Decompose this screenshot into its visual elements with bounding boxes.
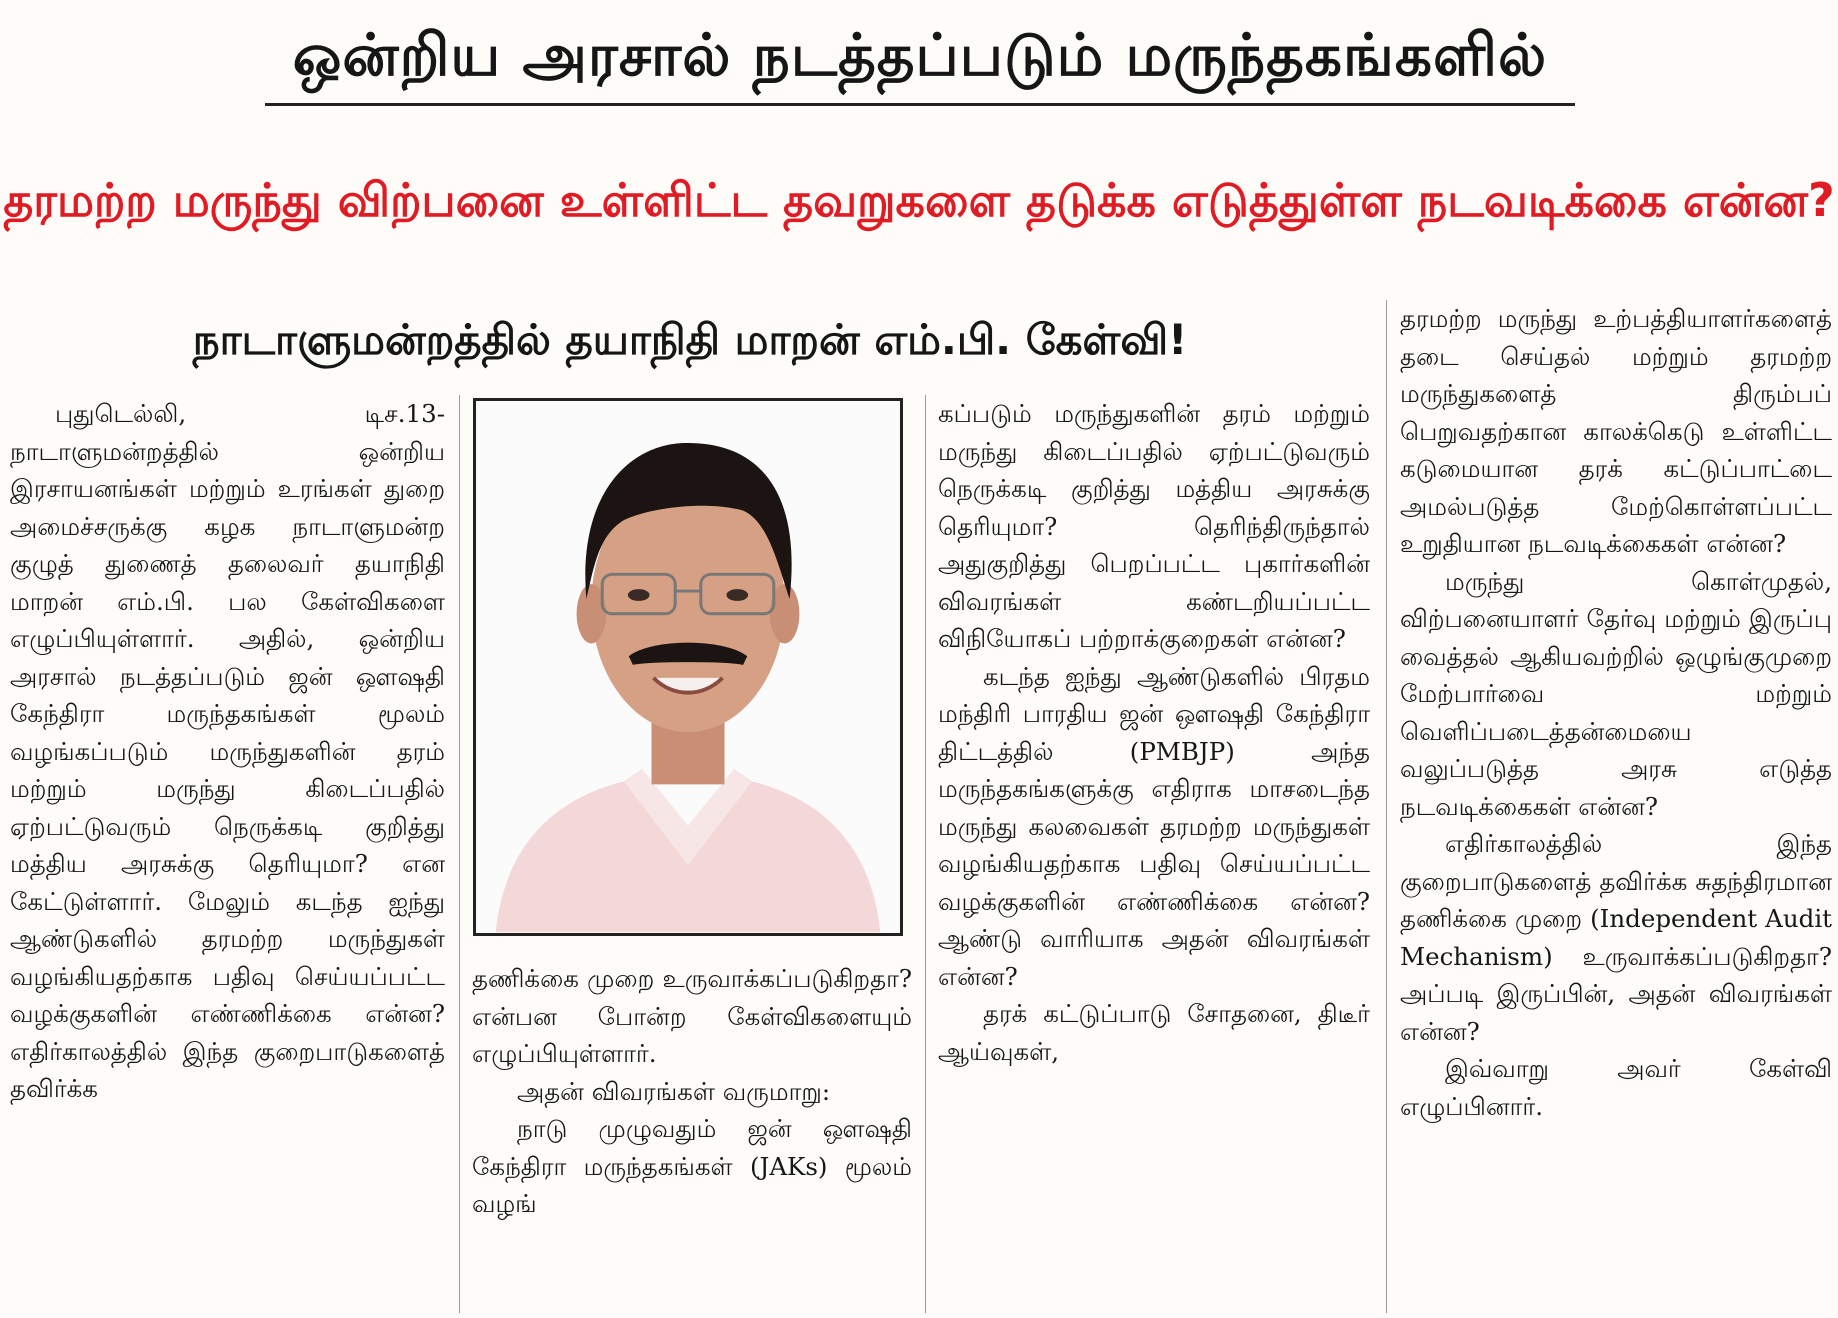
paragraph: தணிக்கை முறை உருவாக்கப்படுகிறதா? என்பன போன்ற கேள்விகளையும் எழுப்பியுள்ளார். [472,964,912,1068]
kicker-headline: ஒன்றிய அரசால் நடத்தப்படும் மருந்தகங்களில் [265,8,1575,106]
column-divider [925,395,926,1313]
column-divider [459,395,460,1313]
paragraph: புதுடெல்லி, டிச.13- நாடாளுமன்றத்தில் ஒன்றிய இரசாயனங்கள் மற்றும் உரங்கள் துறை அமைச்சருக்கு கழக நாடாளுமன்ற குழுத் துணைத் தலைவர் தயாநிதி மாறன் எம்.பி. பல கேள்விகளை எழுப்பியுள்ளார். அதில், ஒன்றிய அரசால் நடத்தப்படும் ஜன் ஔஷதி கேந்திரா மருந்தகங்கள் மூலம் வழங்கப்படும் மருந்துகளின் தரம் மற்றும் மருந்து கிடைப்பதில் ஏற்பட்டுவரும் நெருக்கடி குறித்து மத்திய அரசுக்கு தெரியுமா? என கேட்டுள்ளார். மேலும் கடந்த ஐந்து ஆண்டுகளில் தரமற்ற மருந்துகள் வழங்கியதற்காக பதிவு செய்யப்பட்ட வழக்குகளின் எண்ணிக்கை என்ன? எதிர்காலத்தில் இந்த குறைபாடுகளைத் தவிர்க்க [10,399,445,1103]
paragraph: அதன் விவரங்கள் வருமாறு: [517,1076,831,1106]
article-column-1 [10,395,445,1313]
paragraph: நாடு முழுவதும் ஜன் ஔஷதி கேந்திரா மருந்தகங்கள் (JAKs) மூலம் வழங் [472,1114,912,1218]
paragraph: தரக் கட்டுப்பாடு சோதனை, திடீர் ஆய்வுகள், [938,999,1370,1066]
article-column-3 [938,395,1370,1313]
article-column-4 [1400,300,1832,1313]
paragraph: எதிர்காலத்தில் இந்த குறைபாடுகளைத் தவிர்க்க சுதந்திரமான தணிக்கை முறை (Independent Audit Mechanism) உருவாக்கப்படுகிறதா? அப்படி இருப்பின், அதன் விவரங்கள் என்ன? [1400,829,1832,1046]
portrait-icon [476,401,900,933]
paragraph: கடந்த ஐந்து ஆண்டுகளில் பிரதம மந்திரி பாரதிய ஜன் ஔஷதி கேந்திரா திட்டத்தில் (PMBJP) அந்த மருந்தகங்களுக்கு எதிராக மாசடைந்த மருந்து கலவைகள் தரமற்ற மருந்துகள் வழங்கியதற்காக பதிவு செய்யப்பட்ட வழக்குகளின் எண்ணிக்கை என்ன? ஆண்டு வாரியாக அதன் விவரங்கள் என்ன? [938,661,1370,991]
article-column-2 [472,960,912,1315]
subheadline: நாடாளுமன்றத்தில் தயாநிதி மாறன் எம்.பி. கேள்வி! [192,315,1188,364]
paragraph: மருந்து கொள்முதல், விற்பனையாளர் தேர்வு மற்றும் இருப்பு வைத்தல் ஆகியவற்றில் ஒழுங்குமுறை மேற்பார்வை மற்றும் வெளிப்படைத்தன்மையை வலுப்படுத்த அரசு எடுத்த நடவடிக்கைகள் என்ன? [1400,566,1832,821]
main-headline: தரமற்ற மருந்து விற்பனை உள்ளிட்ட தவறுகளை தடுக்க எடுத்துள்ள நடவடிக்கை என்ன? [3,173,1835,227]
portrait-photo [473,398,903,936]
column-divider [1386,300,1387,1313]
paragraph: தரமற்ற மருந்து உற்பத்தியாளர்களைத் தடை செய்தல் மற்றும் தரமற்ற மருந்துகளைத் திரும்பப் பெறுவதற்கான காலக்கெடு உள்ளிட்ட கடுமையான தரக் கட்டுப்பாட்டை அமல்படுத்த மேற்கொள்ளப்பட்ட உறுதியான நடவடிக்கைகள் என்ன? [1400,304,1832,558]
paragraph: இவ்வாறு அவர் கேள்வி எழுப்பினார். [1400,1054,1832,1121]
paragraph: கப்படும் மருந்துகளின் தரம் மற்றும் மருந்து கிடைப்பதில் ஏற்பட்டுவரும் நெருக்கடி குறித்து மத்திய அரசுக்கு தெரியுமா? தெரிந்திருந்தால் அதுகுறித்து பெறப்பட்ட புகார்களின் விவரங்கள் கண்டறியப்பட்ட விநியோகப் பற்றாக்குறைகள் என்ன? [938,399,1370,653]
